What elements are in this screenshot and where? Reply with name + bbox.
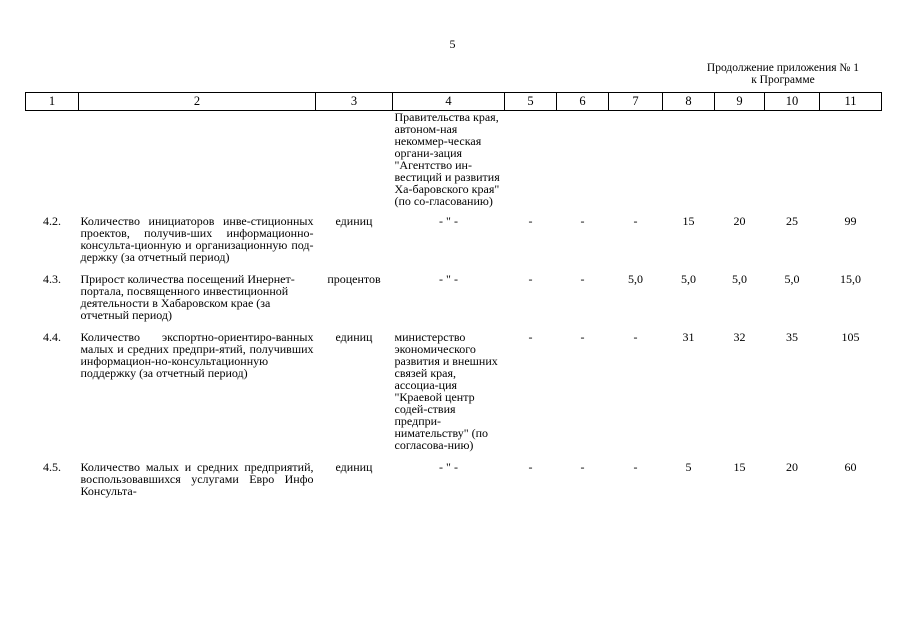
col-header-11: 11	[820, 93, 882, 111]
value-col9: 5,0	[732, 272, 747, 286]
value-col8: 5	[685, 460, 692, 474]
value-col10: 5,0	[784, 272, 800, 286]
indicators-table	[25, 92, 882, 505]
page-number: 5	[449, 37, 456, 51]
unit: единиц	[335, 330, 373, 344]
value-col9: 32	[733, 330, 746, 344]
value-col5: -	[528, 330, 533, 344]
value-col7: 5,0	[628, 272, 643, 286]
table-row	[26, 271, 882, 329]
col-header-10: 10	[765, 93, 820, 111]
value-col7: -	[633, 460, 638, 474]
value-col8: 31	[682, 330, 695, 344]
value-col8: 5,0	[681, 272, 696, 286]
value-col6: -	[580, 272, 585, 286]
indicator-name: Количество инициаторов инве-стиционных проектов, получив-ших информационно-консульта-ционную и организационную под-держку (за отчетный период)	[80, 214, 314, 264]
col-header-4: 4	[393, 93, 505, 111]
carryover-row	[26, 111, 882, 214]
responsible: - " -	[439, 460, 458, 474]
indicator-name: Количество экспортно-ориентиро-ванных малых и средних предпри-ятий, получивших информацион-но-консультационную поддержку (за отчетный период)	[80, 330, 314, 380]
value-col7: -	[633, 330, 638, 344]
value-col9: 20	[733, 214, 746, 228]
col-header-5: 5	[505, 93, 557, 111]
row-number: 4.5.	[43, 460, 61, 474]
value-col10: 25	[786, 214, 798, 228]
col-header-9: 9	[715, 93, 765, 111]
value-col5: -	[528, 460, 533, 474]
value-col11: 105	[841, 330, 860, 344]
col-header-2: 2	[79, 93, 316, 111]
indicator-name: Количество малых и средних предприятий, воспользовавшихся услугами Евро Инфо Консульта-	[80, 460, 314, 498]
carryover-responsible: Правительства края, автоном-ная некоммер-ческая органи-зация "Агентство ин-вестиций и развития Ха-баровского края" (по со-гласованию)	[394, 110, 500, 208]
indicator-name: Прирост количества посещений Инернет-портала, посвященного инвестиционной деятельности в Хабаровском крае (за отчетный период)	[80, 272, 295, 322]
value-col6: -	[580, 330, 585, 344]
column-numbers-row	[26, 93, 882, 111]
col-header-8: 8	[663, 93, 715, 111]
row-number: 4.4.	[43, 330, 61, 344]
col-header-7: 7	[609, 93, 663, 111]
value-col9: 15	[733, 460, 746, 474]
value-col5: -	[528, 214, 533, 228]
responsible: - " -	[439, 272, 458, 286]
value-col6: -	[580, 214, 585, 228]
unit: единиц	[335, 460, 373, 474]
responsible: - " -	[439, 214, 458, 228]
unit: процентов	[327, 272, 381, 286]
value-col11: 60	[844, 460, 857, 474]
value-col11: 15,0	[840, 272, 861, 286]
col-header-3: 3	[316, 93, 393, 111]
continuation-note	[707, 62, 859, 86]
table-row	[26, 329, 882, 459]
col-header-6: 6	[557, 93, 609, 111]
value-col8: 15	[682, 214, 695, 228]
unit: единиц	[335, 214, 373, 228]
responsible: министерство экономического развития и внешних связей края, ассоциа-ция "Краевой центр содей-ствия предпри-нимательству" (по согласова-нию)	[394, 330, 498, 452]
value-col6: -	[580, 460, 585, 474]
value-col11: 99	[844, 214, 857, 228]
row-number: 4.3.	[43, 272, 61, 286]
value-col10: 35	[786, 330, 798, 344]
col-header-1: 1	[26, 93, 79, 111]
value-col10: 20	[786, 460, 798, 474]
continuation-line-2: к Программе	[751, 74, 815, 86]
row-number: 4.2.	[43, 214, 61, 228]
value-col5: -	[528, 272, 533, 286]
continuation-line-1: Продолжение приложения № 1	[706, 62, 859, 74]
table-row	[26, 213, 882, 271]
value-col7: -	[633, 214, 638, 228]
table-row	[26, 459, 882, 505]
